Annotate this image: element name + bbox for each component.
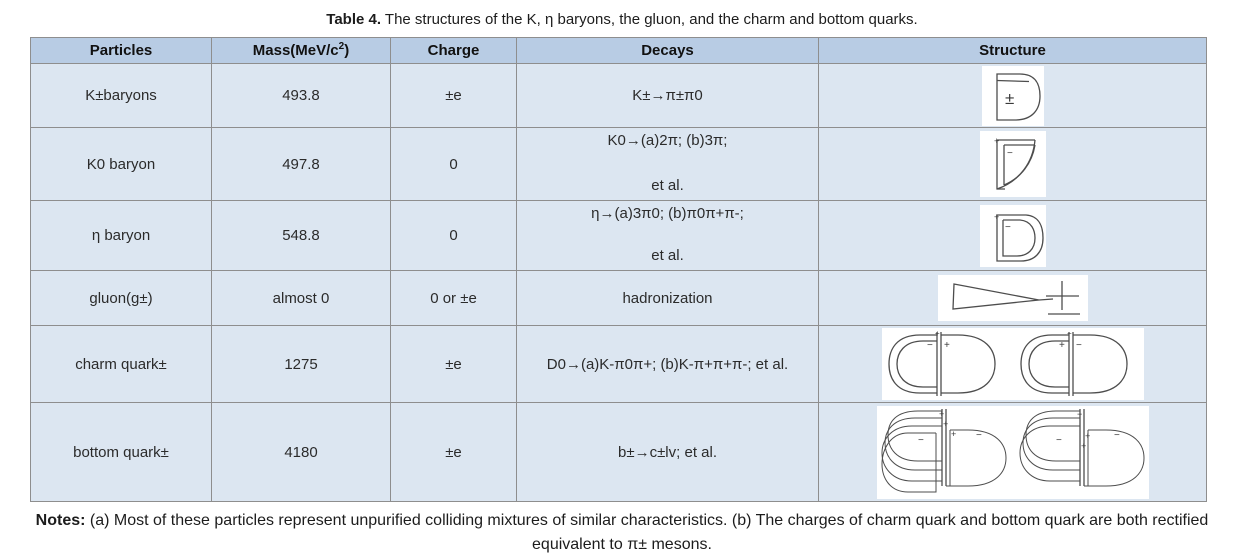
table-row (31, 64, 1207, 128)
svg-text:+: + (934, 330, 940, 338)
particle-cell: bottom quark± (31, 403, 212, 502)
particle-cell: η baryon (31, 201, 212, 271)
charge-cell: ±e (391, 403, 517, 502)
decays-cell (517, 128, 819, 201)
particle-cell: charm quark± (31, 326, 212, 403)
svg-text:+: + (938, 408, 944, 419)
notes-text: (a) Most of these particles represent unpurified colliding mixtures of similar characteristics. (b) The charges of charm quark and bottom quark are both rectified equivalent to π± mesons. (85, 512, 1209, 553)
stacked-pill-pair-diagram-icon (877, 406, 1149, 499)
table-row (31, 128, 1207, 201)
structure-cell (819, 128, 1207, 201)
decays-line1: η→(a)3π0; (b)π0π+π-; (591, 205, 744, 222)
nested-d-diagram-icon (980, 205, 1046, 267)
structure-cell (819, 271, 1207, 326)
decays-cell: D0→(a)K-π0π+; (b)K-π+π+π-; et al. (517, 326, 819, 403)
particle-cell: K0 baryon (31, 128, 212, 201)
decays-cell: b±→c±lv; et al. (517, 403, 819, 502)
table-caption-text: The structures of the K, η baryons, the gluon, and the charm and bottom quarks. (381, 11, 918, 28)
decays-cell: hadronization (517, 271, 819, 326)
mass-cell: 493.8 (212, 64, 391, 128)
svg-text:+: + (993, 136, 999, 146)
table-row (31, 201, 1207, 271)
svg-text:−: − (1075, 340, 1082, 351)
svg-text:+: + (993, 211, 999, 222)
particle-cell: K±baryons (31, 64, 212, 128)
notes-label: Notes: (35, 512, 86, 529)
mass-cell: 548.8 (212, 201, 391, 271)
charge-cell: 0 (391, 128, 517, 201)
col-header-mass: $Mass(MeV/c^2)$ (212, 38, 391, 64)
svg-text:−: − (1006, 148, 1013, 159)
particle-cell: gluon(g±) (31, 271, 212, 326)
svg-text:+: + (1084, 430, 1090, 441)
svg-text:−: − (917, 434, 924, 446)
svg-text:−: − (1066, 330, 1072, 338)
charge-cell: ±e (391, 64, 517, 128)
svg-text:−: − (975, 429, 982, 441)
svg-text:−: − (926, 340, 933, 351)
charge-cell: 0 or ±e (391, 271, 517, 326)
structure-cell (819, 403, 1207, 502)
d-shape-plusminus-diagram-icon (982, 66, 1044, 126)
particles-table (30, 37, 1207, 502)
svg-text:+: + (950, 428, 956, 439)
svg-text:±: ± (1004, 88, 1014, 108)
charge-cell: 0 (391, 201, 517, 271)
col-header-charge: Charge (391, 38, 517, 64)
col-header-decays: Decays (517, 38, 819, 64)
decays-cell: K±→π±π0 (517, 64, 819, 128)
table-caption-label: Table 4. (326, 11, 382, 28)
table-row (31, 403, 1207, 502)
svg-text:+: + (1058, 340, 1065, 351)
svg-text:+: + (1080, 440, 1086, 451)
decays-line2: et al. (651, 177, 684, 194)
col-header-structure: Structure (819, 38, 1207, 64)
quarter-fan-diagram-icon (980, 131, 1046, 197)
svg-text:−: − (1004, 221, 1011, 233)
structure-cell (819, 201, 1207, 271)
charge-cell: ±e (391, 326, 517, 403)
table-row (31, 271, 1207, 326)
mass-cell: 497.8 (212, 128, 391, 201)
svg-text:+: + (942, 418, 948, 429)
svg-text:−: − (1113, 429, 1120, 441)
mass-cell: almost 0 (212, 271, 391, 326)
header-row (31, 38, 1207, 64)
svg-text:+: + (943, 340, 950, 351)
decays-line1: K0→(a)2π; (b)3π; (607, 132, 728, 149)
double-pill-pair-diagram-icon (882, 328, 1144, 400)
table-row (31, 326, 1207, 403)
table-notes (12, 509, 1232, 557)
svg-text:−: − (1076, 408, 1082, 419)
table-caption (0, 0, 1244, 28)
svg-text:−: − (1055, 434, 1062, 446)
wedge-plusminus-diagram-icon (938, 275, 1088, 321)
structure-cell (819, 326, 1207, 403)
col-header-particles: Particles (31, 38, 212, 64)
decays-cell (517, 201, 819, 271)
structure-cell (819, 64, 1207, 128)
mass-cell: 4180 (212, 403, 391, 502)
mass-cell: 1275 (212, 326, 391, 403)
decays-line2: et al. (651, 247, 684, 264)
